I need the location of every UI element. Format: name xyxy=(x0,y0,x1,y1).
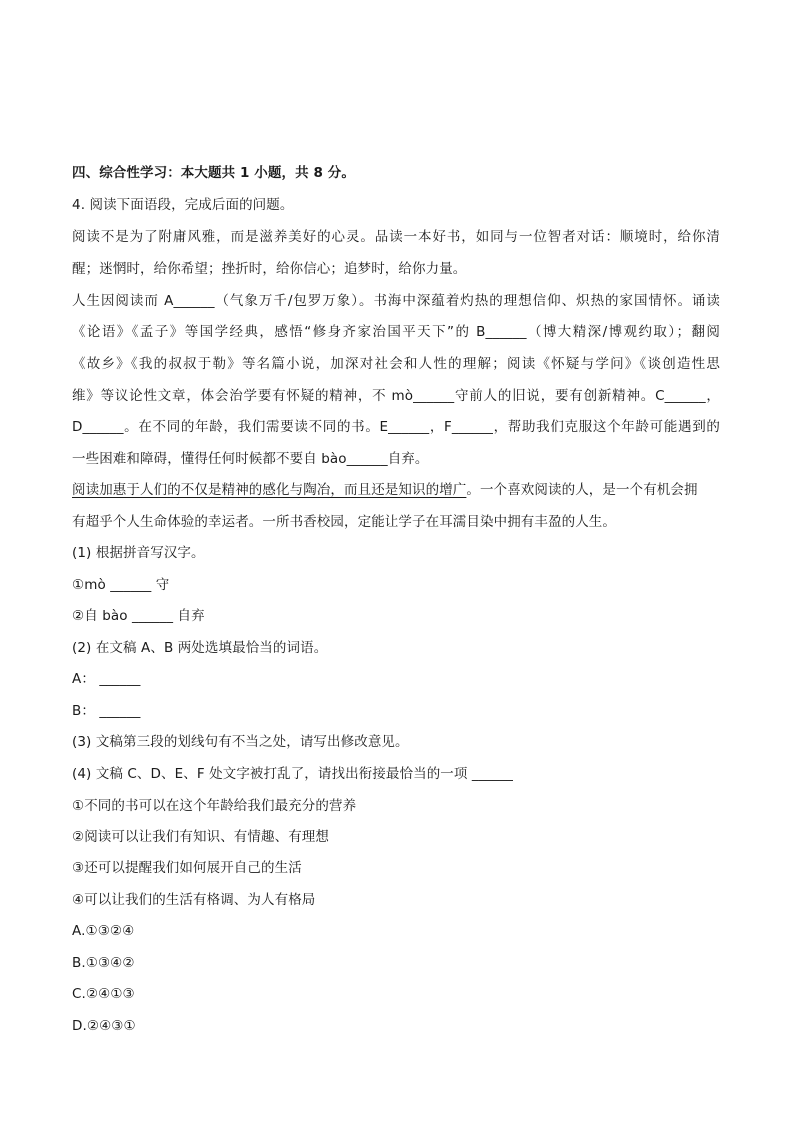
sub-question-2-item: B： ______ xyxy=(72,703,141,719)
passage-line: 人生因阅读而 A______（气象万千/包罗万象）。书海中深蕴着灼热的理想信仰、炽热的家国情怀。诵读 xyxy=(72,293,720,309)
passage-line: 阅读不是为了附庸风雅，而是滋养美好的心灵。品读一本好书，如同与一位智者对话：顺境时，给你清 xyxy=(72,229,720,245)
sub-question-2-item: A： ______ xyxy=(72,671,141,687)
statement-item: ①不同的书可以在这个年龄给我们最充分的营养 xyxy=(72,798,357,814)
option-d: D.②④③① xyxy=(72,1018,136,1034)
sub-question-4: (4) 文稿 C、D、E、F 处文字被打乱了，请找出衔接最恰当的一项 ______ xyxy=(72,766,514,782)
sub-question-3: (3) 文稿第三段的划线句有不当之处，请写出修改意见。 xyxy=(72,734,409,750)
sub-question-1: (1) 根据拼音写汉字。 xyxy=(72,545,205,561)
passage-line: D______。在不同的年龄，我们需要读不同的书。E______，F______，帮助我们克服这个年龄可能遇到的 xyxy=(72,419,720,435)
sub-question-1-item: ①mò ______ 守 xyxy=(72,577,170,593)
passage-text: 。一个喜欢阅读的人，是一个有机会拥 xyxy=(466,482,698,498)
statement-item: ④可以让我们的生活有格调、为人有格局 xyxy=(72,892,316,908)
sub-question-1-item: ②自 bào ______ 自弃 xyxy=(72,608,205,624)
passage-line: 醒；迷惘时，给你希望；挫折时，给你信心；追梦时，给你力量。 xyxy=(72,261,467,277)
option-b: B.①③④② xyxy=(72,955,135,971)
passage-line: 有超乎个人生命体验的幸运者。一所书香校园，定能让学子在耳濡目染中拥有丰盈的人生。 xyxy=(72,514,616,530)
statement-item: ②阅读可以让我们有知识、有情趣、有理想 xyxy=(72,829,330,845)
passage-line: 一些困难和障碍，懂得任何时候都不要自 bào______自弃。 xyxy=(72,451,429,467)
section-header: 四、综合性学习：本大题共 1 小题，共 8 分。 xyxy=(72,165,355,181)
passage-line: 维》等议论性文章，体会治学要有怀疑的精神，不 mò______守前人的旧说，要有创新精神。C______， xyxy=(72,388,720,404)
option-c: C.②④①③ xyxy=(72,986,135,1002)
option-a: A.①③②④ xyxy=(72,923,135,939)
passage-line: 《故乡》《我的叔叔于勒》等名篇小说，加深对社会和人性的理解；阅读《怀疑与学问》《谈创造性思 xyxy=(72,356,720,372)
question-intro: 4. 阅读下面语段，完成后面的问题。 xyxy=(72,197,294,213)
passage-line-with-underline xyxy=(72,480,698,500)
underlined-sentence: 阅读加惠于人们的不仅是精神的感化与陶冶，而且还是知识的增广 xyxy=(72,482,467,498)
sub-question-2: (2) 在文稿 A、B 两处选填最恰当的词语。 xyxy=(72,640,328,656)
statement-item: ③还可以提醒我们如何展开自己的生活 xyxy=(72,860,302,876)
passage-line: 《论语》《孟子》等国学经典，感悟“修身齐家治国平天下”的 B______（博大精深/博观约取）；翻阅 xyxy=(72,324,720,340)
